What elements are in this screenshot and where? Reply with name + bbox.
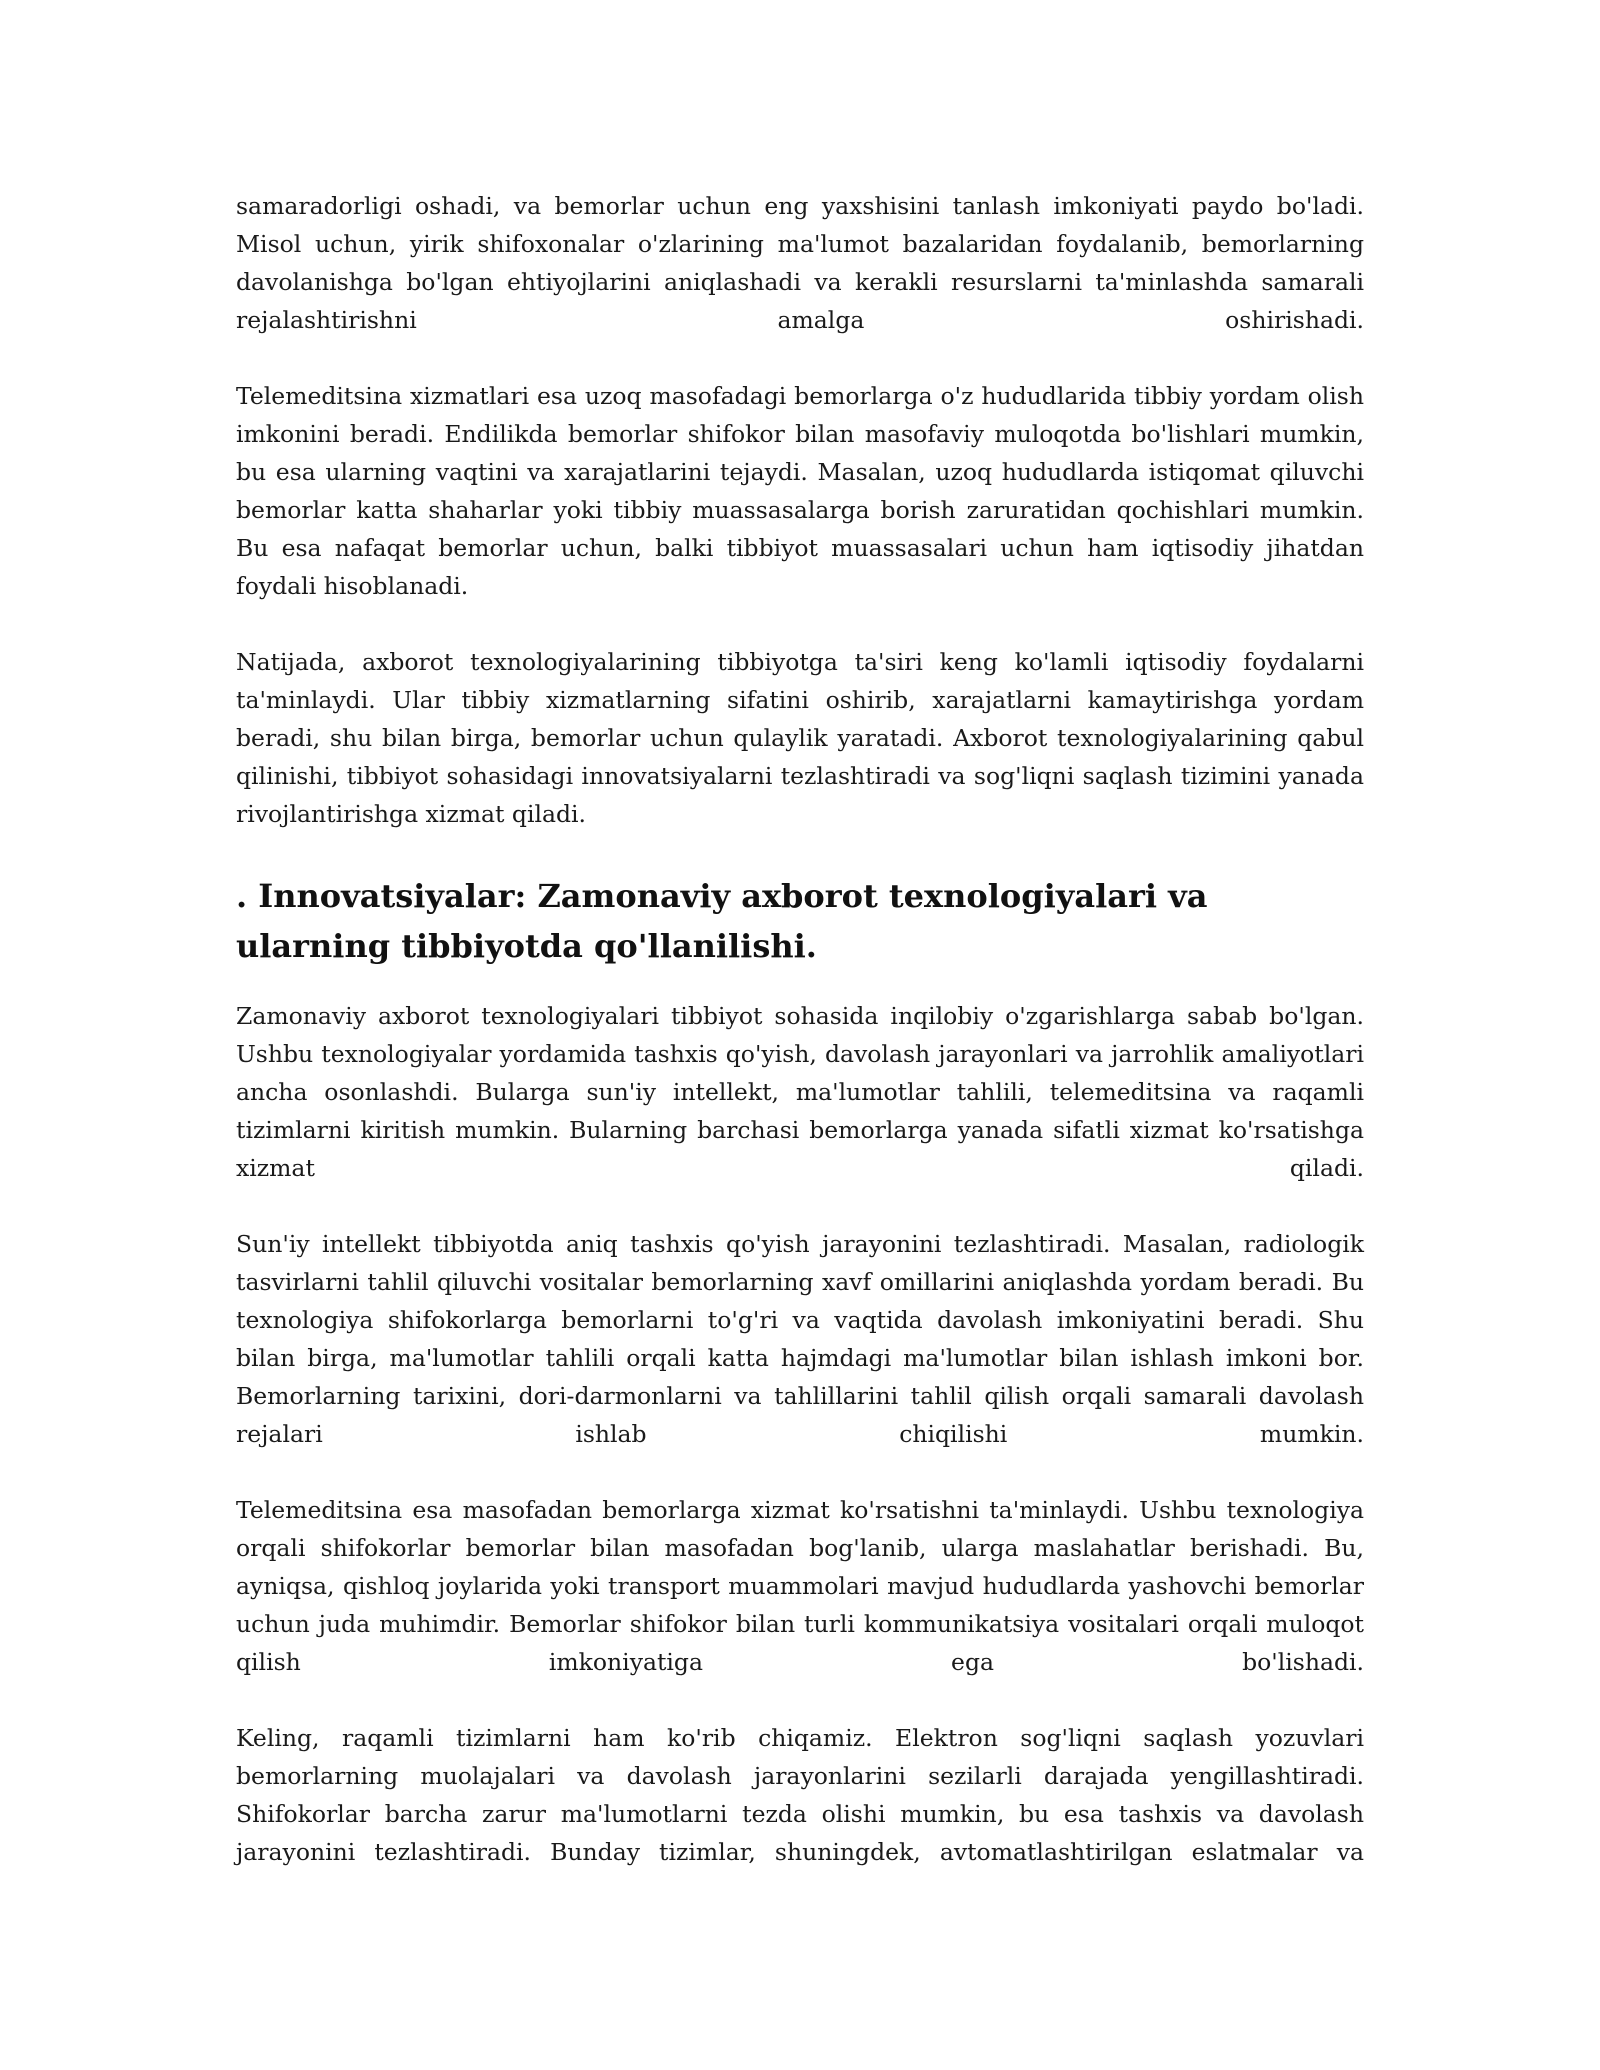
- paragraph-modern-it: Zamonaviy axborot texnologiyalari tibbiyot sohasida inqilobiy o'zgarishlarga sabab bo'lgan. Ushbu texnologiyalar yordamida tashxis qo'yish, davolash jarayonlari va jarrohlik amaliyotlari ancha osonlashdi. Bularga sun'iy intellekt, ma'lumotlar tahlili, telemeditsina va raqamli tizimlarni kiritish mumkin. Bularning barchasi bemorlarga yanada sifatli xizmat ko'rsatishga xizmat qiladi.: [236, 1002, 1364, 1182]
- paragraph-conclusion: Natijada, axborot texnologiyalarining tibbiyotga ta'siri keng ko'lamli iqtisodiy foydalarni ta'minlaydi. Ular tibbiy xizmatlarning sifatini oshirib, xarajatlarni kamaytirishga yordam beradi, shu bilan birga, bemorlar uchun qulaylik yaratadi. Axborot texnologiyalarining qabul qilinishi, tibbiyot sohasidagi innovatsiyalarni tezlashtiradi va sog'liqni saqlash tizimini yanada rivojlantirishga xizmat qiladi.: [236, 648, 1364, 828]
- paragraph-artificial-intelligence: Sun'iy intellekt tibbiyotda aniq tashxis qo'yish jarayonini tezlashtiradi. Masalan, radiologik tasvirlarni tahlil qiluvchi vositalar bemorlarning xavf omillarini aniqlashda yordam beradi. Bu texnologiya shifokorlarga bemorlarni to'g'ri va vaqtida davolash imkoniyatini beradi. Shu bilan birga, ma'lumotlar tahlili orqali katta hajmdagi ma'lumotlar bilan ishlash imkoni bor. Bemorlarning tarixini, dori-darmonlarni va tahlillarini tahlil qilish orqali samarali davolash rejalari ishlab chiqilishi mumkin.: [236, 1230, 1364, 1448]
- paragraph-telemedicine-economics: Telemeditsina xizmatlari esa uzoq masofadagi bemorlarga o'z hududlarida tibbiy yordam olish imkonini beradi. Endilikda bemorlar shifokor bilan masofaviy muloqotda bo'lishlari mumkin, bu esa ularning vaqtini va xarajatlarini tejaydi. Masalan, uzoq hududlarda istiqomat qiluvchi bemorlar katta shaharlar yoki tibbiy muassasalarga borish zaruratidan qochishlari mumkin. Bu esa nafaqat bemorlar uchun, balki tibbiyot muassasalari uchun ham iqtisodiy jihatdan foydali hisoblanadi.: [236, 382, 1364, 600]
- paragraph-resource-planning: samaradorligi oshadi, va bemorlar uchun eng yaxshisini tanlash imkoniyati paydo bo'ladi. Misol uchun, yirik shifoxonalar o'zlarining ma'lumot bazalaridan foydalanib, bemorlarning davolanishga bo'lgan ehtiyojlarini aniqlashadi va kerakli resurslarni ta'minlashda samarali rejalashtirishni amalga oshirishadi.: [236, 192, 1364, 334]
- paragraph-digital-systems: Keling, raqamli tizimlarni ham ko'rib chiqamiz. Elektron sog'liqni saqlash yozuvlari bemorlarning muolajalari va davolash jarayonlarini sezilarli darajada yengillashtiradi. Shifokorlar barcha zarur ma'lumotlarni tezda olishi mumkin, bu esa tashxis va davolash jarayonini tezlashtiradi. Bunday tizimlar, shuningdek, avtomatlashtirilgan eslatmalar va: [236, 1724, 1364, 1866]
- document-body: [236, 187, 1364, 1909]
- paragraph-telemedicine: Telemeditsina esa masofadan bemorlarga xizmat ko'rsatishni ta'minlaydi. Ushbu texnologiya orqali shifokorlar bemorlar bilan masofadan bog'lanib, ularga maslahatlar berishadi. Bu, ayniqsa, qishloq joylarida yoki transport muammolari mavjud hududlarda yashovchi bemorlar uchun juda muhimdir. Bemorlar shifokor bilan turli kommunikatsiya vositalari orqali muloqot qilish imkoniyatiga ega bo'lishadi.: [236, 1496, 1364, 1676]
- section-heading-innovations: . Innovatsiyalar: Zamonaviy axborot texnologiyalari va ularning tibbiyotda qo'llanilishi.: [236, 877, 1208, 965]
